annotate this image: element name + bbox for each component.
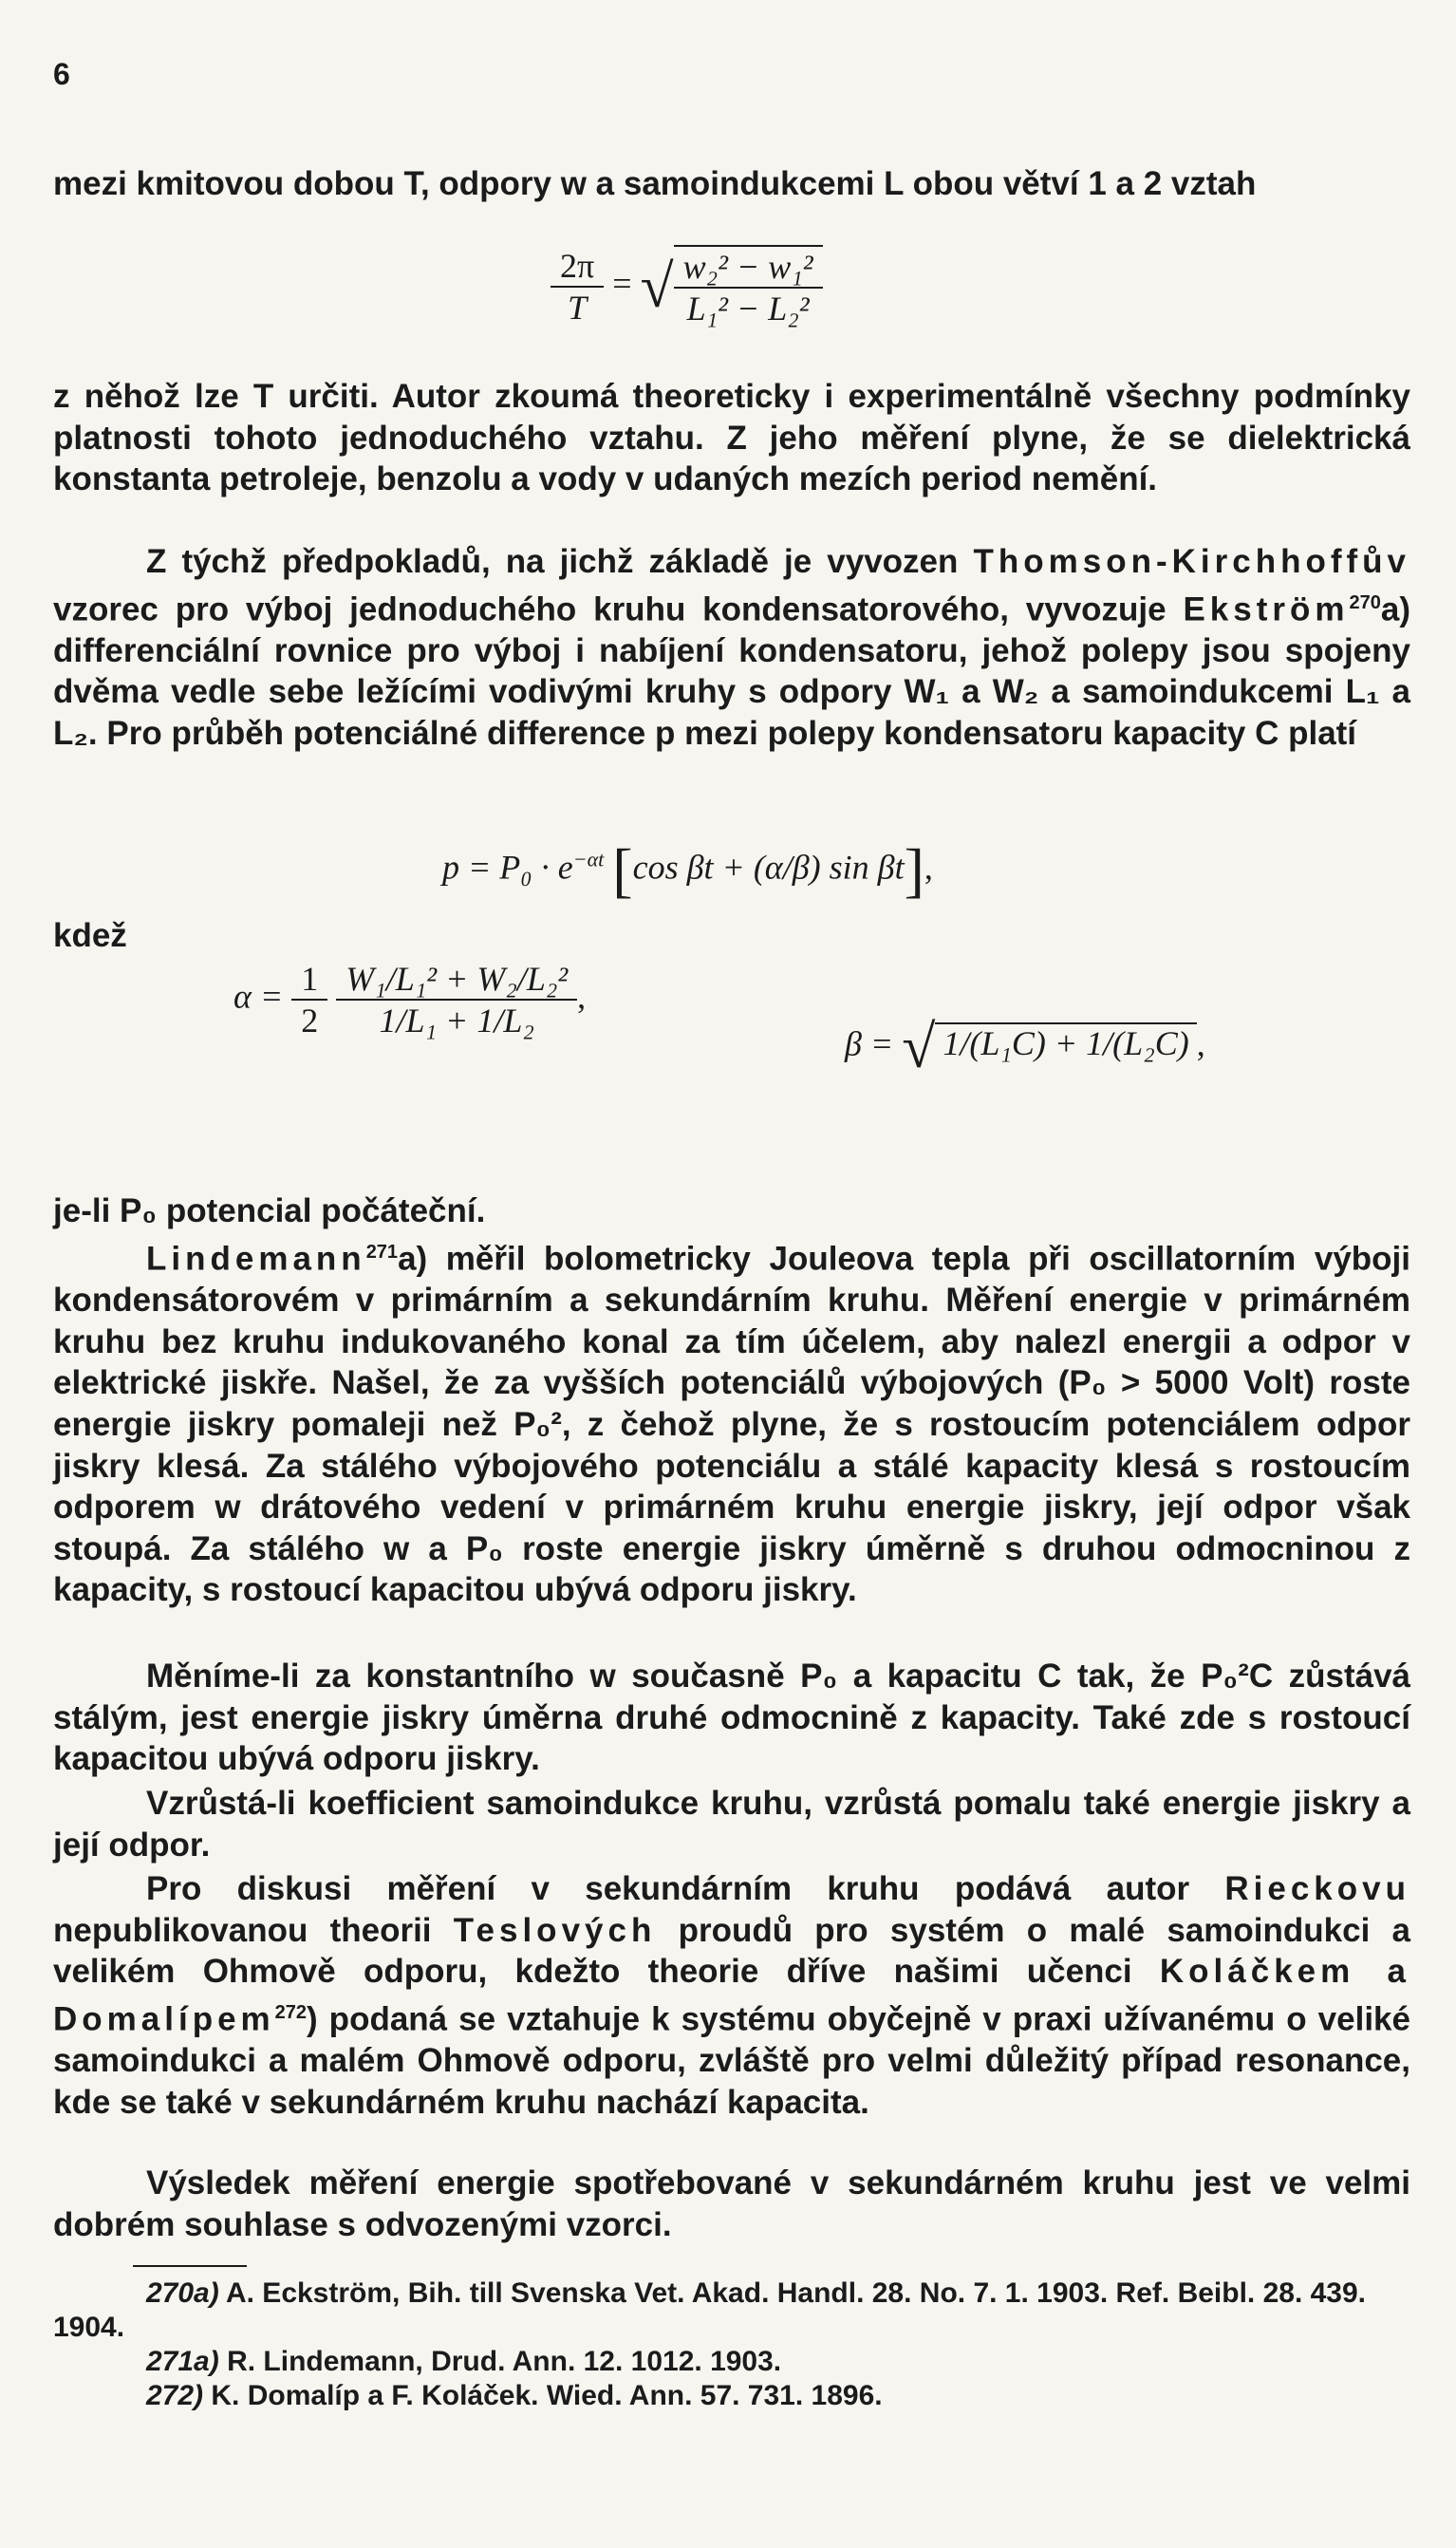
name-kolacek-domalip: Koláčkem a Domalípem [53,1953,1410,2038]
paragraph-initial-potential: je-li P₀ potencial počáteční. [53,1192,486,1229]
name-thomson-kirchhoff: Thomson-Kirchhoffův [973,543,1410,580]
p8-part-d: ) podaná se vztahuje k systému obyčejně v praxi užívanému o veliké samoindukci a malém Ohmově odporu, zvláště pro velmi důležitý případ resonance, kde se také v sekundárném kruhu nachází kapacita. [53,2000,1410,2121]
beta-radicand: 1/(L₁C) + 1/(L₂C) [935,1022,1196,1062]
paragraph-ekstrom [53,541,1410,755]
p3-part-b: vzorec pro výboj jednoduchého kruhu kondensatorového, vyvozuje [53,590,1184,628]
alpha-numerator: W₁/L₁² + W₂/L₂² [345,960,569,998]
paragraph-lindemann [53,1232,1410,1611]
label-kdez: kdež [53,917,127,954]
paragraph-secondary-circuit [53,1868,1410,2123]
footnote-ref-271: 271 [365,1242,399,1263]
eq1-lhs-den: T [551,286,604,328]
name-ekstrom: Ekström [1183,590,1350,628]
page-number: 6 [53,57,70,91]
eq1-lhs-num: 2π [560,247,595,285]
p3-part-c: a) differenciální rovnice pro výboj i nabíjení kondensatoru, jehož polepy jsou spojeny dvěma vedle sebe ležícími vodivými kruhy s odpory W₁ a W₂ a samoindukcemi L₁ a L₂. Pro průběh potenciálné difference p mezi polepy kondensatoru kapacity C platí [53,590,1410,753]
equation-alpha: α = $\frac{1}{2}$ $\frac{\text{W₁/L₁² + W₂/L₂²}}{\text{1/L₁ + 1/L₂}}$ , [233,960,587,1040]
alpha-lhs: α = [233,977,284,1016]
eq2-bracket: cos βt + (α/β) sin βt [632,848,905,887]
paragraph-constant-w: Měníme-li za konstantního w současně P₀ a kapacitu C tak, že P₀²C zůstává stálým, jest energie jiskry úměrna druhé odmocnině z kapacity. Také zde s rostoucí kapacitou ubývá odporu jiskry. [53,1658,1410,1778]
equation-period: $\frac{2\pi}{T}$ = √ $\frac{\text{w₂² − w₁²}}{\text{L₁² − L₂²}}$ [551,245,823,328]
footnote-270: 270a) A. Eckström, Bih. till Svenska Vet. Akad. Handl. 28. No. 7. 1. 1903. Ref. Beibl. 28. 439. 1904. [53,2277,1367,2343]
name-riecke: Rieckovu [1224,1870,1410,1907]
name-lindemann: Lindemann [146,1240,366,1278]
p8-part-c: proudů pro systém o malé samoindukci a velikém Ohmově odporu, kdežto theorie dříve našimi učenci [53,1911,1411,1991]
p8-part-a: Pro diskusi měření v sekundárním kruhu podává autor [146,1870,1225,1907]
footnote-ref-270: 270 [1349,591,1381,613]
footnote-ref-272: 272 [274,2001,308,2023]
alpha-denominator: 1/L₁ + 1/L₂ [336,999,577,1040]
footnote-divider [133,2265,247,2267]
footnote-272: 272) K. Domalíp a F. Koláček. Wied. Ann. 57. 731. 1896. [146,2380,883,2411]
footnote-271: 271a) R. Lindemann, Drud. Ann. 12. 1012. 1903. [146,2346,782,2377]
beta-lhs: β = [845,1024,894,1063]
paragraph-author: z něhož lze T určiti. Autor zkoumá theoreticky i experimentálně všechny podmínky platnosti tohoto jednoduchého vztahu. Z jeho měření plyne, že se dielektrická konstanta petroleje, benzolu a vody v udaných mezích period nemění. [53,378,1410,498]
eq2-exponent: −αt [572,847,605,871]
eq2-lhs: p = P₀ · e [442,848,573,887]
p3-part-a: Z týchž předpokladů, na jichž základě je vyvozen [146,543,974,580]
p5-body: a) měřil bolometricky Jouleova tepla při oscillatorním výboji kondensátorovém v primárním a sekundárním kruhu. Měření energie v primárném kruhu bez kruhu indukovaného konal za tím účelem, aby nalezl energii a odpor v elektrické jiskře. Našel, že za vyšších potenciálů výbojových (P₀ > 5000 Volt) roste energie jiskry pomaleji než P₀², z čehož plyne, že s rostoucím potenciálem odpor jiskry klesá. Za stálého výbojového potenciálu a stálé kapacity klesá s rostoucím odporem w drátového vedení v primárném kruhu energie jiskry, její odpor však stoupá. Za stálého w a P₀ roste energie jiskry úměrně s druhou odmocninou z kapacity, s rostoucí kapacitou ubývá odporu jiskry. [53,1240,1410,1609]
paragraph-result: Výsledek měření energie spotřebované v sekundárném kruhu jest ve velmi dobrém souhlase s odvozenými vzorci. [53,2164,1410,2243]
paragraph-self-induction: Vzrůstá-li koefficient samoindukce kruhu, vzrůstá pomalu také energie jiskry a její odpor. [53,1785,1410,1864]
name-tesla: Teslových [453,1911,657,1949]
eq1-rad-den: L₁² − L₂² [674,287,823,328]
paragraph-intro: mezi kmitovou dobou T, odpory w a samoindukcemi L obou větví 1 a 2 vztah [53,165,1257,202]
equation-potential: $p = P_0 \cdot e^{-\alpha t}$ [cos βt + (α/β) sin βt], [442,836,933,904]
footnotes [53,2276,1410,2413]
p8-part-b: nepublikovanou theorii [53,1911,454,1949]
eq1-rad-num: w₂² − w₁² [682,248,813,286]
equation-beta: β = √ 1/(L₁C) + 1/(L₂C) , [845,1013,1205,1080]
